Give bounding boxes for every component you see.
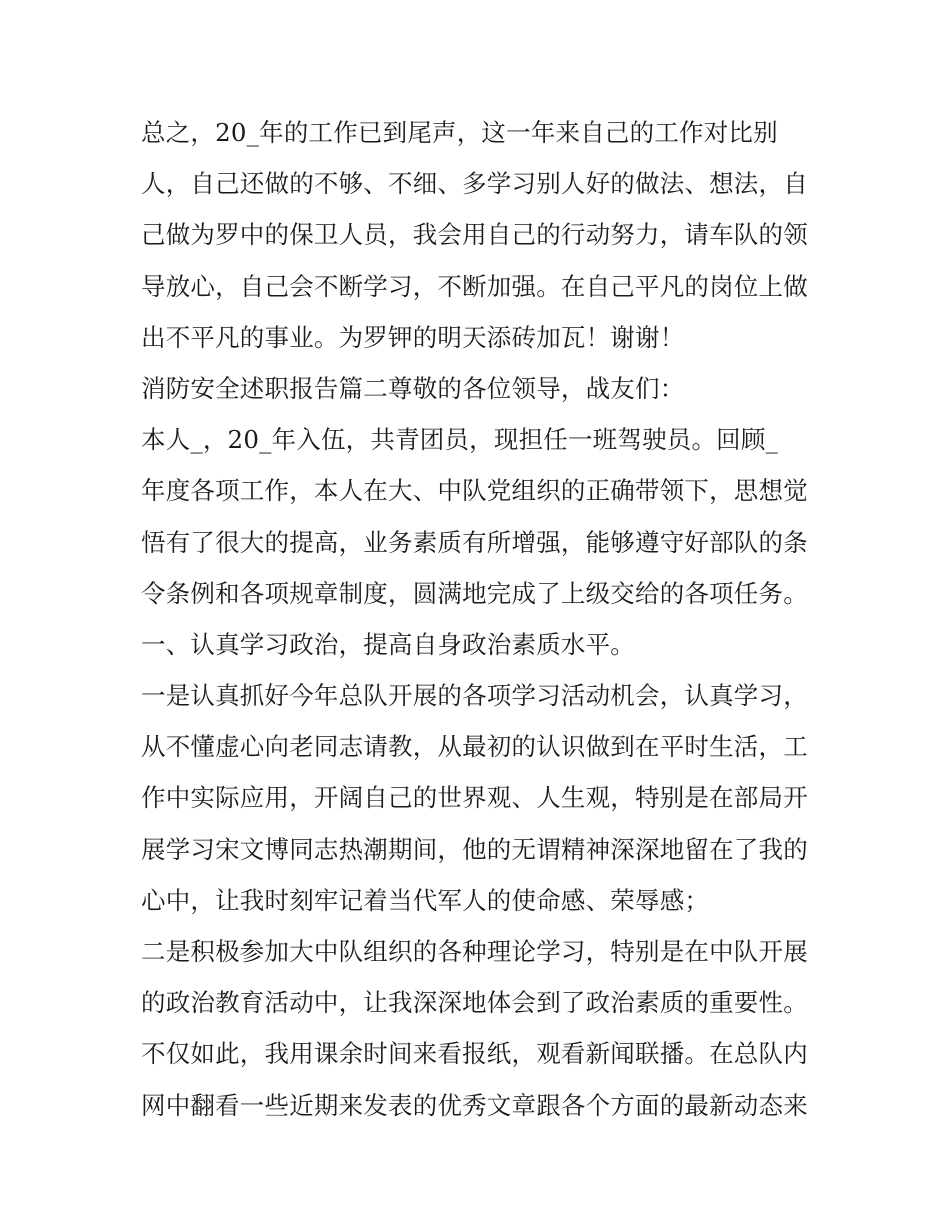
section-heading: 一、认真学习政治，提高自身政治素质水平。 bbox=[141, 629, 635, 659]
text-line: 从不懂虚心向老同志请教，从最初的认识做到在平时生活，工 bbox=[141, 732, 808, 762]
text-line: 总之，20_年的工作已到尾声，这一年来自己的工作对比别 bbox=[141, 118, 778, 147]
text-line: 年度各项工作，本人在大、中队党组织的正确带领下，思想觉 bbox=[141, 476, 808, 506]
text-line: 己做为罗中的保卫人员，我会用自己的行动努力，请车队的领 bbox=[141, 220, 808, 250]
document-body bbox=[141, 107, 821, 1131]
text-line: 人，自己还做的不够、不细、多学习别人好的做法、想法，自 bbox=[141, 169, 808, 199]
text-line: 网中翻看一些近期来发表的优秀文章跟各个方面的最新动态来 bbox=[141, 1090, 808, 1120]
text-line: 出不平凡的事业。为罗钾的明天添砖加瓦！谢谢！ bbox=[141, 322, 685, 352]
text-line: 作中实际应用，开阔自己的世界观、人生观，特别是在部局开 bbox=[141, 783, 808, 813]
text-line: 一是认真抓好今年总队开展的各项学习活动机会，认真学习， bbox=[141, 681, 808, 711]
section-title: 消防安全述职报告篇二尊敬的各位领导，战友们： bbox=[141, 373, 685, 403]
text-line: 悟有了很大的提高，业务素质有所增强，能够遵守好部队的条 bbox=[141, 527, 808, 557]
text-line: 展学习宋文博同志热潮期间，他的无谓精神深深地留在了我的 bbox=[141, 834, 808, 864]
text-line: 的政治教育活动中，让我深深地体会到了政治素质的重要性。 bbox=[141, 988, 808, 1018]
text-line: 导放心，自己会不断学习，不断加强。在自己平凡的岗位上做 bbox=[141, 271, 808, 301]
text-line: 本人_，20_年入伍，共青团员，现担任一班驾驶员。回顾_ bbox=[141, 425, 779, 455]
text-line: 二是积极参加大中队组织的各种理论学习，特别是在中队开展 bbox=[141, 937, 808, 966]
text-line: 令条例和各项规章制度，圆满地完成了上级交给的各项任务。 bbox=[141, 578, 808, 608]
text-line: 不仅如此，我用课余时间来看报纸，观看新闻联播。在总队内 bbox=[141, 1039, 808, 1069]
text-line: 心中，让我时刻牢记着当代军人的使命感、荣辱感； bbox=[141, 885, 710, 915]
